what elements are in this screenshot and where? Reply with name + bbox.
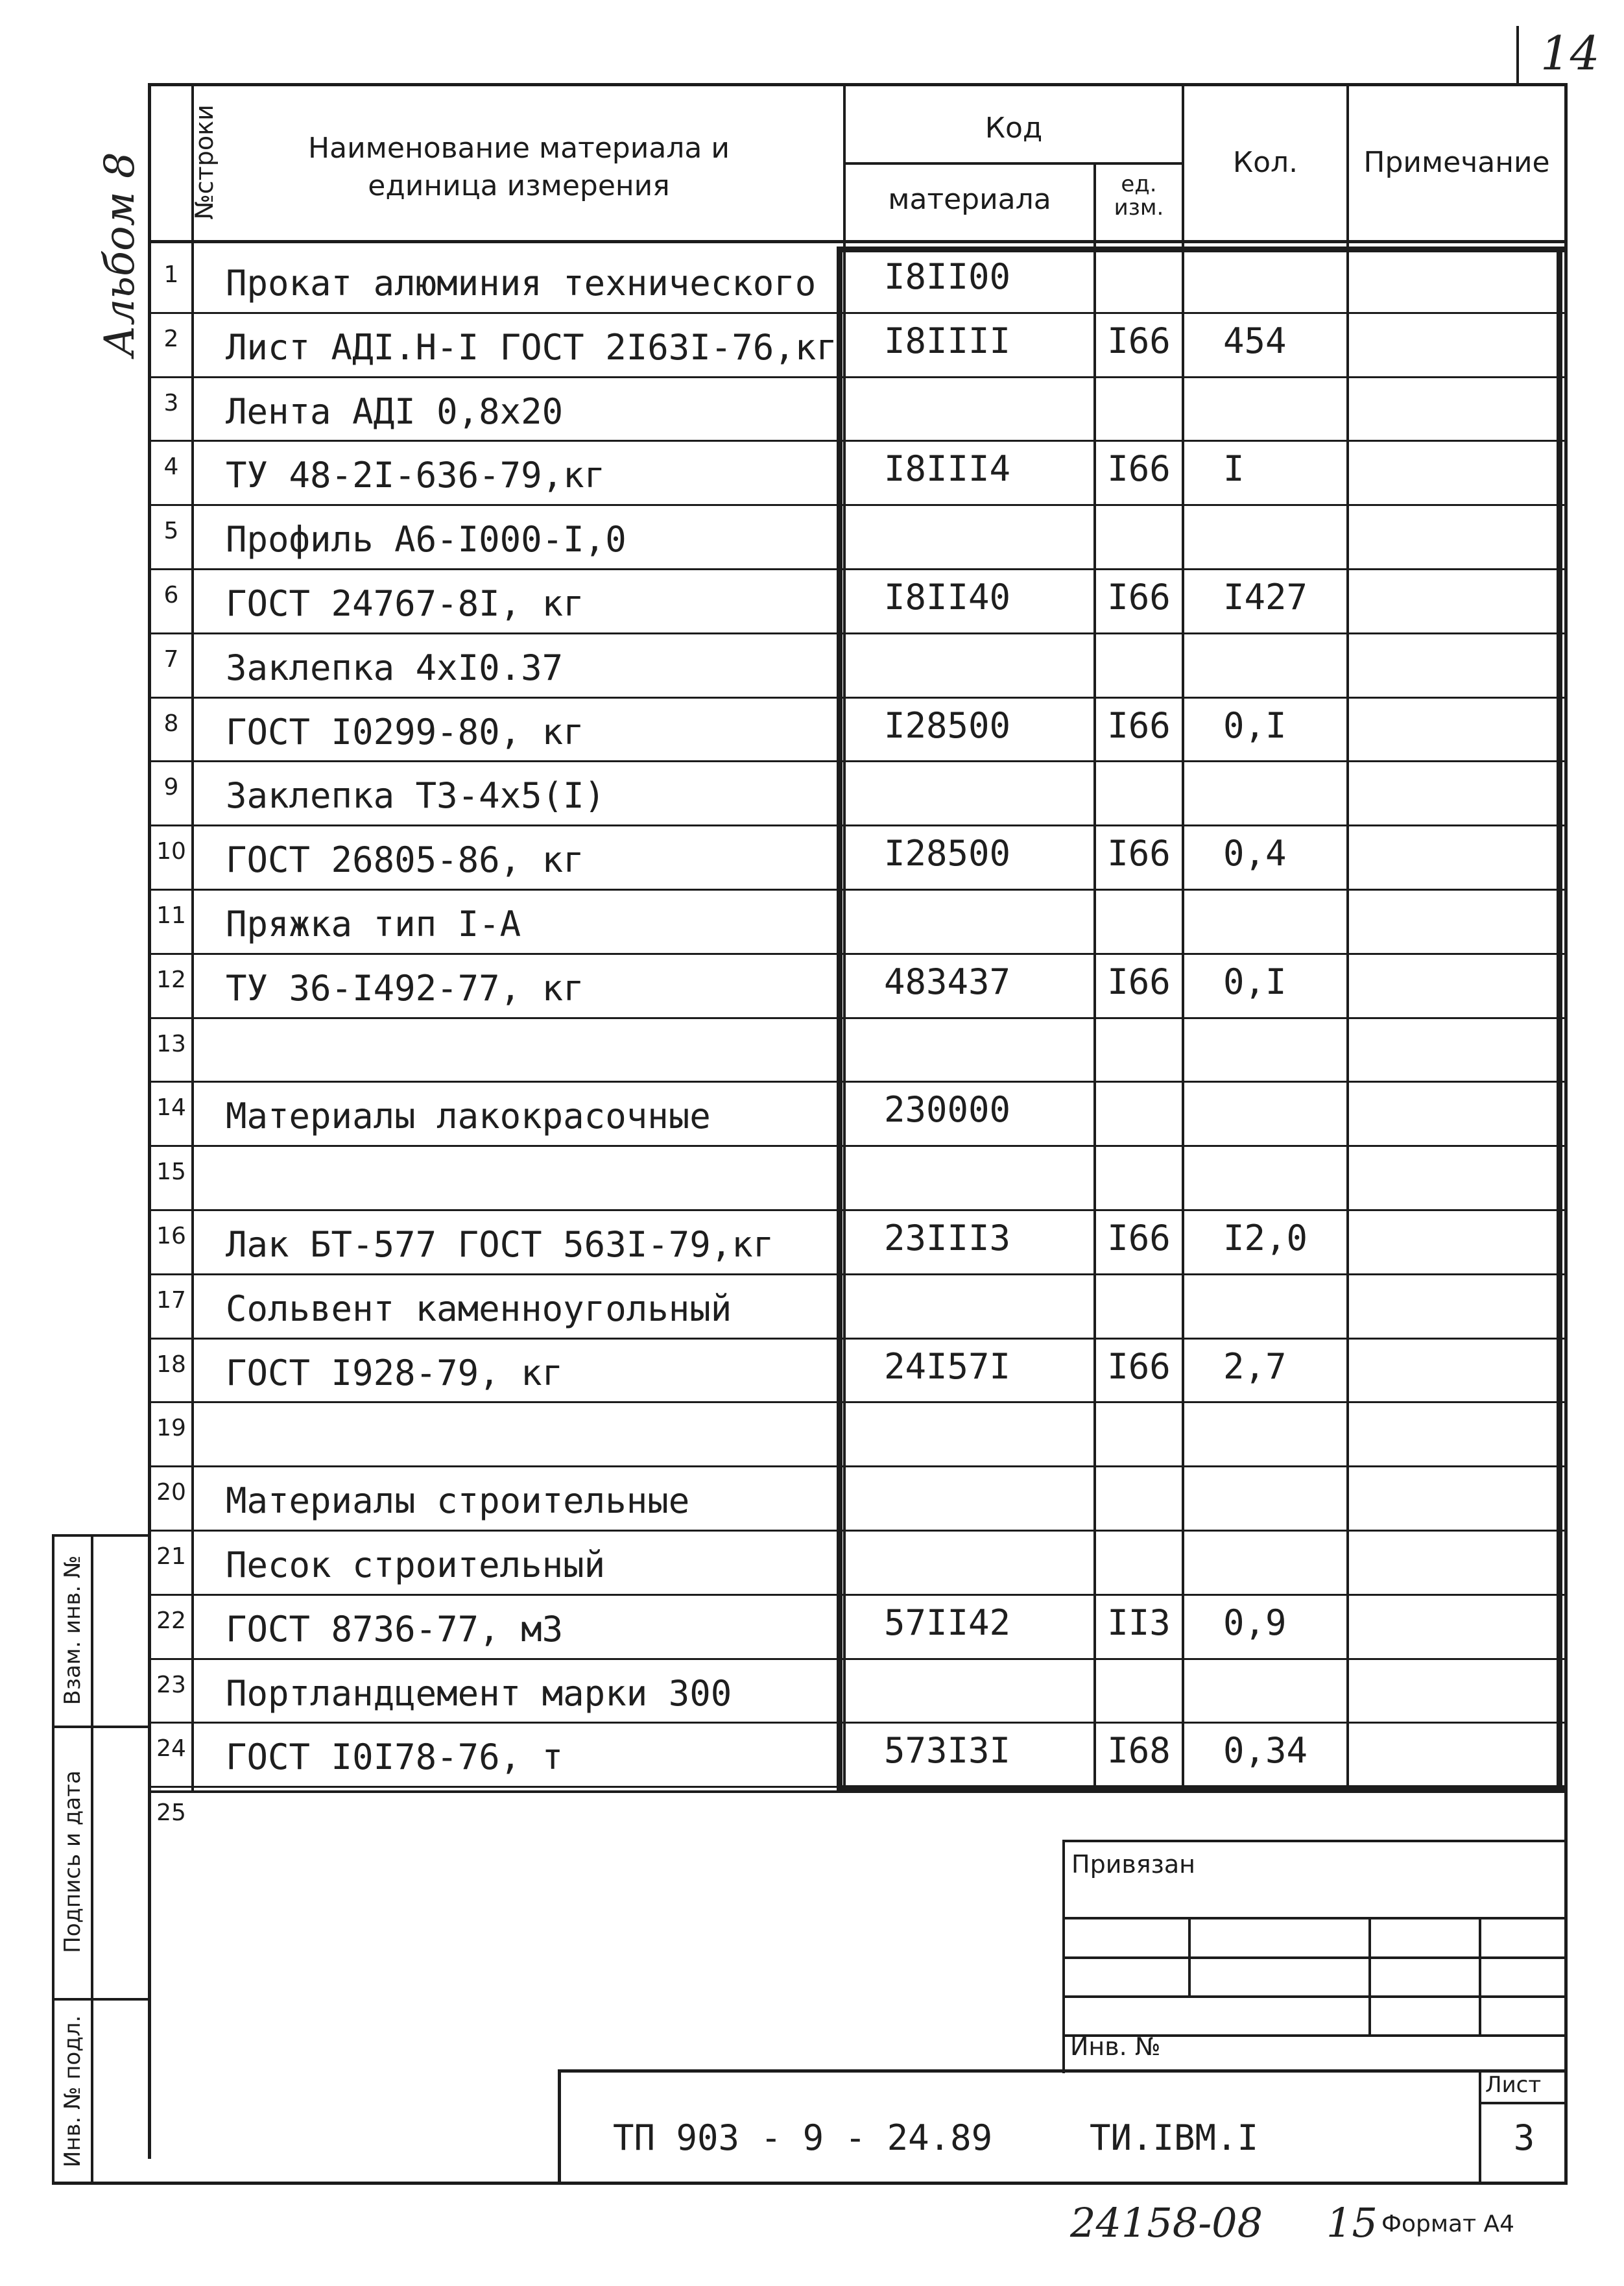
table-row [151, 1275, 1564, 1340]
row-number: 6 [163, 582, 179, 608]
row-material-code: 23III3 [884, 1218, 1011, 1258]
row-number: 19 [156, 1415, 186, 1442]
row-quantity: I [1223, 448, 1245, 490]
row-number: 1 [163, 261, 179, 288]
code-subheader-line [843, 162, 1183, 165]
row-material-code: 24I57I [884, 1345, 1011, 1387]
stamp-sheet-line [1479, 2102, 1567, 2104]
row-unit-code: I66 [1107, 1345, 1171, 1387]
row-number: 18 [156, 1351, 186, 1378]
row-number: 11 [156, 902, 186, 929]
row-unit-code: I66 [1107, 961, 1171, 1002]
row-quantity: 0,9 [1223, 1602, 1287, 1643]
table-row [151, 314, 1564, 378]
table-row [151, 762, 1564, 826]
row-number: 22 [156, 1607, 186, 1634]
table-row [151, 1211, 1564, 1275]
row-material-code: 57II42 [884, 1602, 1011, 1643]
row-material-name: Профиль А6-I000-I,0 [226, 519, 627, 560]
privyazan-top [1062, 1840, 1567, 1842]
table-row [151, 1467, 1564, 1532]
row-material-name: Сольвент каменноугольный [226, 1288, 732, 1329]
row-number: 8 [163, 710, 179, 737]
side-stamp-sep1 [52, 1726, 150, 1728]
row-quantity: 0,34 [1223, 1730, 1308, 1772]
table-row [151, 1660, 1564, 1724]
row-material-name: Материалы строительные [226, 1480, 690, 1522]
privyazan-label: Привязан [1071, 1850, 1195, 1879]
privyazan-col2 [1368, 1917, 1371, 2034]
sheet-number-bar [1516, 26, 1519, 84]
table-row [151, 1403, 1564, 1467]
table-row [151, 570, 1564, 634]
row-number: 24 [156, 1735, 186, 1763]
table-row [151, 1147, 1564, 1211]
row-unit-code: I66 [1107, 704, 1171, 746]
row-material-code: I8III4 [884, 448, 1011, 490]
sheet-label: Лист [1485, 2072, 1542, 2098]
privyazan-row2 [1062, 1956, 1567, 1959]
row-number: 13 [156, 1030, 186, 1057]
row-quantity: I427 [1223, 577, 1308, 618]
table-row [151, 250, 1564, 314]
header-code-unit: ед. изм. [1114, 171, 1164, 221]
row-number: 14 [156, 1094, 186, 1122]
row-unit-code: I66 [1107, 833, 1171, 874]
table-row [151, 1724, 1564, 1788]
designation-right: ТИ.IВМ.I [1090, 2117, 1259, 2158]
table-row [151, 891, 1564, 955]
privyazan-col3 [1479, 1917, 1481, 2034]
table-row [151, 1019, 1564, 1083]
row-number: 16 [156, 1223, 186, 1249]
header-bottom-line [148, 240, 1567, 243]
row-number: 15 [156, 1159, 186, 1186]
row-number: 20 [156, 1479, 186, 1506]
table-row [151, 955, 1564, 1019]
row-unit-code: I66 [1107, 448, 1171, 490]
side-stamp-podpis: Подпись и дата [60, 1770, 86, 1953]
row-number: 5 [163, 518, 179, 545]
header-name: Наименование материала и единица измерения [308, 132, 730, 202]
handwritten-sheet-number: 14 [1540, 26, 1600, 80]
stamp-left [558, 2069, 561, 2185]
row-quantity: 0,4 [1223, 833, 1287, 874]
table-row [151, 1596, 1564, 1660]
row-number: 7 [163, 645, 179, 673]
table-row [151, 1532, 1564, 1596]
row-quantity: 2,7 [1223, 1345, 1287, 1387]
footer-handwritten-num: 15 [1326, 2199, 1378, 2246]
side-stamp-left [52, 1534, 54, 2185]
row-material-code: 573I3I [884, 1730, 1011, 1772]
table-right-border [1564, 83, 1568, 2185]
header-qty: Кол. [1232, 146, 1298, 179]
row-material-name: Пряжка тип I-А [226, 904, 521, 944]
row-material-name: ТУ 48-2I-636-79,кг [226, 455, 606, 496]
row-number: 9 [163, 774, 179, 801]
header-note: Примечание [1363, 146, 1550, 179]
table-top-border [148, 83, 1567, 86]
row-material-name: ГОСТ I928-79, кг [226, 1352, 564, 1393]
side-stamp-top [52, 1534, 150, 1537]
row-material-name: ГОСТ 8736-77, м3 [226, 1608, 564, 1650]
row-material-name: ГОСТ 24767-8I, кг [226, 583, 584, 624]
row-material-code: I8II00 [884, 256, 1011, 297]
footer-handwritten-code: 24158-08 [1070, 2199, 1263, 2246]
row-unit-code: I66 [1107, 1218, 1171, 1258]
row-material-name: Портландцемент марки 300 [226, 1672, 732, 1714]
table-row [151, 378, 1564, 442]
row-material-name: ГОСТ I0299-80, кг [226, 711, 584, 752]
privyazan-row1 [1062, 1917, 1567, 1919]
designation-left: ТП 903 - 9 - 24.89 [613, 2117, 993, 2158]
row-number: 17 [156, 1286, 186, 1314]
privyazan-row3 [1062, 1995, 1567, 1998]
table-row [151, 826, 1564, 891]
row-unit-code: I66 [1107, 320, 1171, 361]
stamp-top [558, 2069, 1567, 2073]
table-row [151, 1788, 1564, 1852]
table-row [151, 1340, 1564, 1404]
frame-bottom-border [148, 2182, 1567, 2185]
row-material-code: I8II40 [884, 577, 1011, 618]
row-material-name: Прокат алюминия технического [226, 263, 817, 304]
row-material-code: 483437 [884, 961, 1011, 1002]
row-material-name: Лист АДI.Н-I ГОСТ 2I63I-76,кг [226, 326, 837, 368]
row-material-name: Заклепка Т3-4х5(I) [226, 775, 606, 817]
row-number: 21 [156, 1543, 186, 1570]
row-material-name: ГОСТ I0I78-76, т [226, 1737, 564, 1778]
header-row-no: №строки [190, 104, 219, 220]
format-label: Формат А4 [1381, 2211, 1515, 2237]
row-material-name: ТУ 36-I492-77, кг [226, 967, 584, 1009]
header-code: Код [985, 112, 1043, 145]
privyazan-col1 [1188, 1917, 1191, 1995]
row-number: 3 [163, 389, 179, 416]
row-material-name: Лента АДI 0,8х20 [226, 391, 564, 432]
table-row [151, 506, 1564, 570]
row-quantity: 0,I [1223, 961, 1287, 1002]
inv-no-label: Инв. № [1070, 2032, 1161, 2061]
row-number: 4 [163, 453, 179, 481]
row-quantity: 0,I [1223, 704, 1287, 746]
album-label: Альбом 8 [96, 152, 144, 357]
row-quantity: I2,0 [1223, 1218, 1308, 1258]
row-material-name: Материалы лакокрасочные [226, 1096, 711, 1137]
table-end-line [148, 1790, 1567, 1793]
row-quantity: 454 [1223, 320, 1287, 361]
table-row [151, 442, 1564, 506]
table-row [151, 699, 1564, 763]
row-material-name: Заклепка 4хI0.37 [226, 647, 564, 688]
row-number: 25 [156, 1799, 186, 1827]
row-unit-code: II3 [1107, 1602, 1171, 1643]
sheet-value: 3 [1513, 2117, 1535, 2158]
row-number: 10 [156, 838, 186, 865]
row-unit-code: I68 [1107, 1730, 1171, 1772]
row-material-code: I8IIII [884, 320, 1011, 361]
row-number: 2 [163, 325, 179, 352]
row-material-code: 230000 [884, 1089, 1011, 1131]
row-material-code: I28500 [884, 704, 1011, 746]
row-material-name: ГОСТ 26805-86, кг [226, 839, 584, 881]
header-code-material: материала [888, 183, 1051, 216]
row-unit-code: I66 [1107, 577, 1171, 618]
row-number: 23 [156, 1671, 186, 1698]
table-row [151, 1083, 1564, 1147]
side-stamp-vzam: Взам. инв. № [60, 1555, 86, 1705]
row-material-name: Песок строительный [226, 1545, 606, 1585]
row-material-code: I28500 [884, 833, 1011, 874]
side-stamp-inv-podl: Инв. № подл. [60, 2015, 86, 2168]
row-material-name: Лак БТ-577 ГОСТ 563I-79,кг [226, 1224, 774, 1265]
side-stamp-mid [91, 1534, 93, 2185]
row-number: 12 [156, 966, 186, 993]
table-row [151, 634, 1564, 699]
